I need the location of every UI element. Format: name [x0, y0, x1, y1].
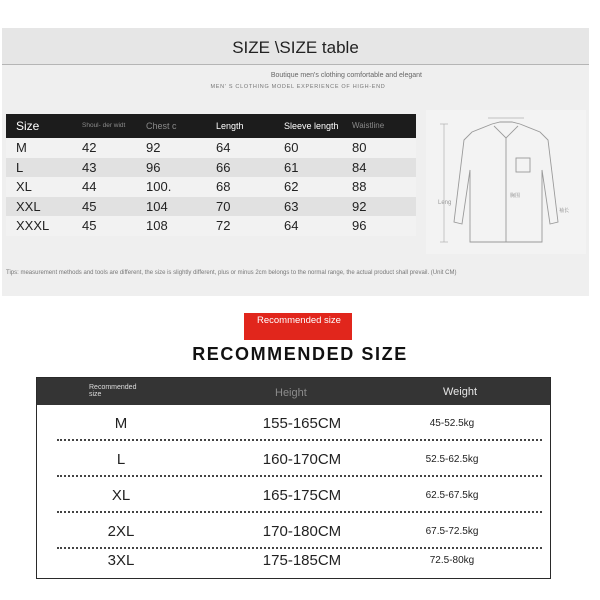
header-waistline: Waistline [346, 114, 416, 138]
header-chest: Chest c [140, 114, 210, 138]
cell-length: 72 [210, 216, 278, 236]
cell-shoulder: 44 [76, 177, 140, 197]
rec-weight: 45-52.5kg [429, 418, 475, 429]
measurement-table [6, 114, 416, 236]
cell-sleeve: 64 [278, 216, 346, 236]
cell-waistline: 80 [346, 138, 416, 158]
rec-weight: 67.5-72.5kg [425, 526, 479, 537]
row-divider [57, 439, 542, 441]
rec-height: 155-165CM [262, 415, 342, 432]
recommended-row [37, 406, 550, 442]
cell-sleeve: 62 [278, 177, 346, 197]
cell-shoulder: 43 [76, 158, 140, 178]
measurement-row [6, 197, 416, 217]
rec-height: 165-175CM [262, 487, 342, 504]
cell-shoulder: 42 [76, 138, 140, 158]
measurement-row [6, 216, 416, 236]
header-size: Size [6, 114, 76, 138]
recommended-row [37, 442, 550, 478]
cell-size: XXL [6, 197, 76, 217]
cell-sleeve: 61 [278, 158, 346, 178]
row-divider [57, 475, 542, 477]
header-sleeve: Sleeve length [278, 114, 346, 138]
cell-length: 66 [210, 158, 278, 178]
cell-chest: 100. [140, 177, 210, 197]
cell-shoulder: 45 [76, 197, 140, 217]
row-divider [57, 511, 542, 513]
header-weight: Weight [443, 386, 478, 398]
recommended-size-title: RECOMMENDED SIZE [192, 344, 408, 364]
recommended-size-badge: Recommended size [244, 313, 352, 340]
header-shoulder: Shoul- der widt [76, 114, 140, 138]
cell-sleeve: 63 [278, 197, 346, 217]
size-table-title: SIZE \SIZE table [2, 28, 589, 64]
measurement-tips: Tips: measurement methods and tools are different, the size is slightly different, plus or minus 2cm belongs to the normal range, the actual product shall prevail. (Unit CM) [6, 270, 457, 276]
cell-shoulder: 45 [76, 216, 140, 236]
cell-chest: 96 [140, 158, 210, 178]
measurement-row [6, 177, 416, 197]
recommended-header-row [37, 378, 550, 405]
cell-length: 70 [210, 197, 278, 217]
size-table-panel [2, 28, 589, 296]
size-table-subtitle-secondary: MEN' S CLOTHING MODEL EXPERIENCE OF HIGH-END [210, 84, 386, 90]
cell-chest: 108 [140, 216, 210, 236]
diagram-length-label: Leng [438, 200, 452, 206]
header-height: Height [275, 387, 307, 399]
cell-size: XL [6, 177, 76, 197]
cell-waistline: 88 [346, 177, 416, 197]
measurement-header-row [6, 114, 416, 138]
shirt-outline-icon [426, 110, 586, 254]
measurement-row [6, 138, 416, 158]
rec-weight: 62.5-67.5kg [425, 490, 479, 501]
recommended-row [37, 478, 550, 514]
cell-size: M [6, 138, 76, 158]
shirt-diagram [426, 110, 586, 254]
recommended-size-table [36, 377, 551, 579]
rec-size: L [116, 451, 126, 468]
rec-size: XL [111, 487, 131, 504]
diagram-chest-label: 胸围 [510, 193, 521, 199]
rec-size: M [114, 415, 128, 432]
size-table-subtitle: Boutique men's clothing comfortable and elegant [270, 72, 422, 79]
rec-size: 3XL [107, 552, 135, 569]
cell-sleeve: 60 [278, 138, 346, 158]
diagram-sleeve-label: 袖长 [559, 208, 570, 214]
rec-height: 160-170CM [262, 451, 342, 468]
cell-waistline: 96 [346, 216, 416, 236]
header-recommended-size: Recommended size [89, 384, 137, 398]
title-divider [2, 64, 589, 65]
rec-size: 2XL [107, 523, 135, 540]
cell-waistline: 84 [346, 158, 416, 178]
rec-height: 170-180CM [262, 523, 342, 540]
rec-height: 175-185CM [262, 552, 342, 569]
cell-chest: 92 [140, 138, 210, 158]
cell-size: XXXL [6, 216, 76, 236]
cell-waistline: 92 [346, 197, 416, 217]
rec-weight: 72.5-80kg [429, 555, 475, 566]
header-length: Length [210, 114, 278, 138]
cell-size: L [6, 158, 76, 178]
cell-length: 64 [210, 138, 278, 158]
rec-weight: 52.5-62.5kg [425, 454, 479, 465]
cell-chest: 104 [140, 197, 210, 217]
cell-length: 68 [210, 177, 278, 197]
measurement-row [6, 158, 416, 178]
recommended-row [37, 543, 550, 579]
